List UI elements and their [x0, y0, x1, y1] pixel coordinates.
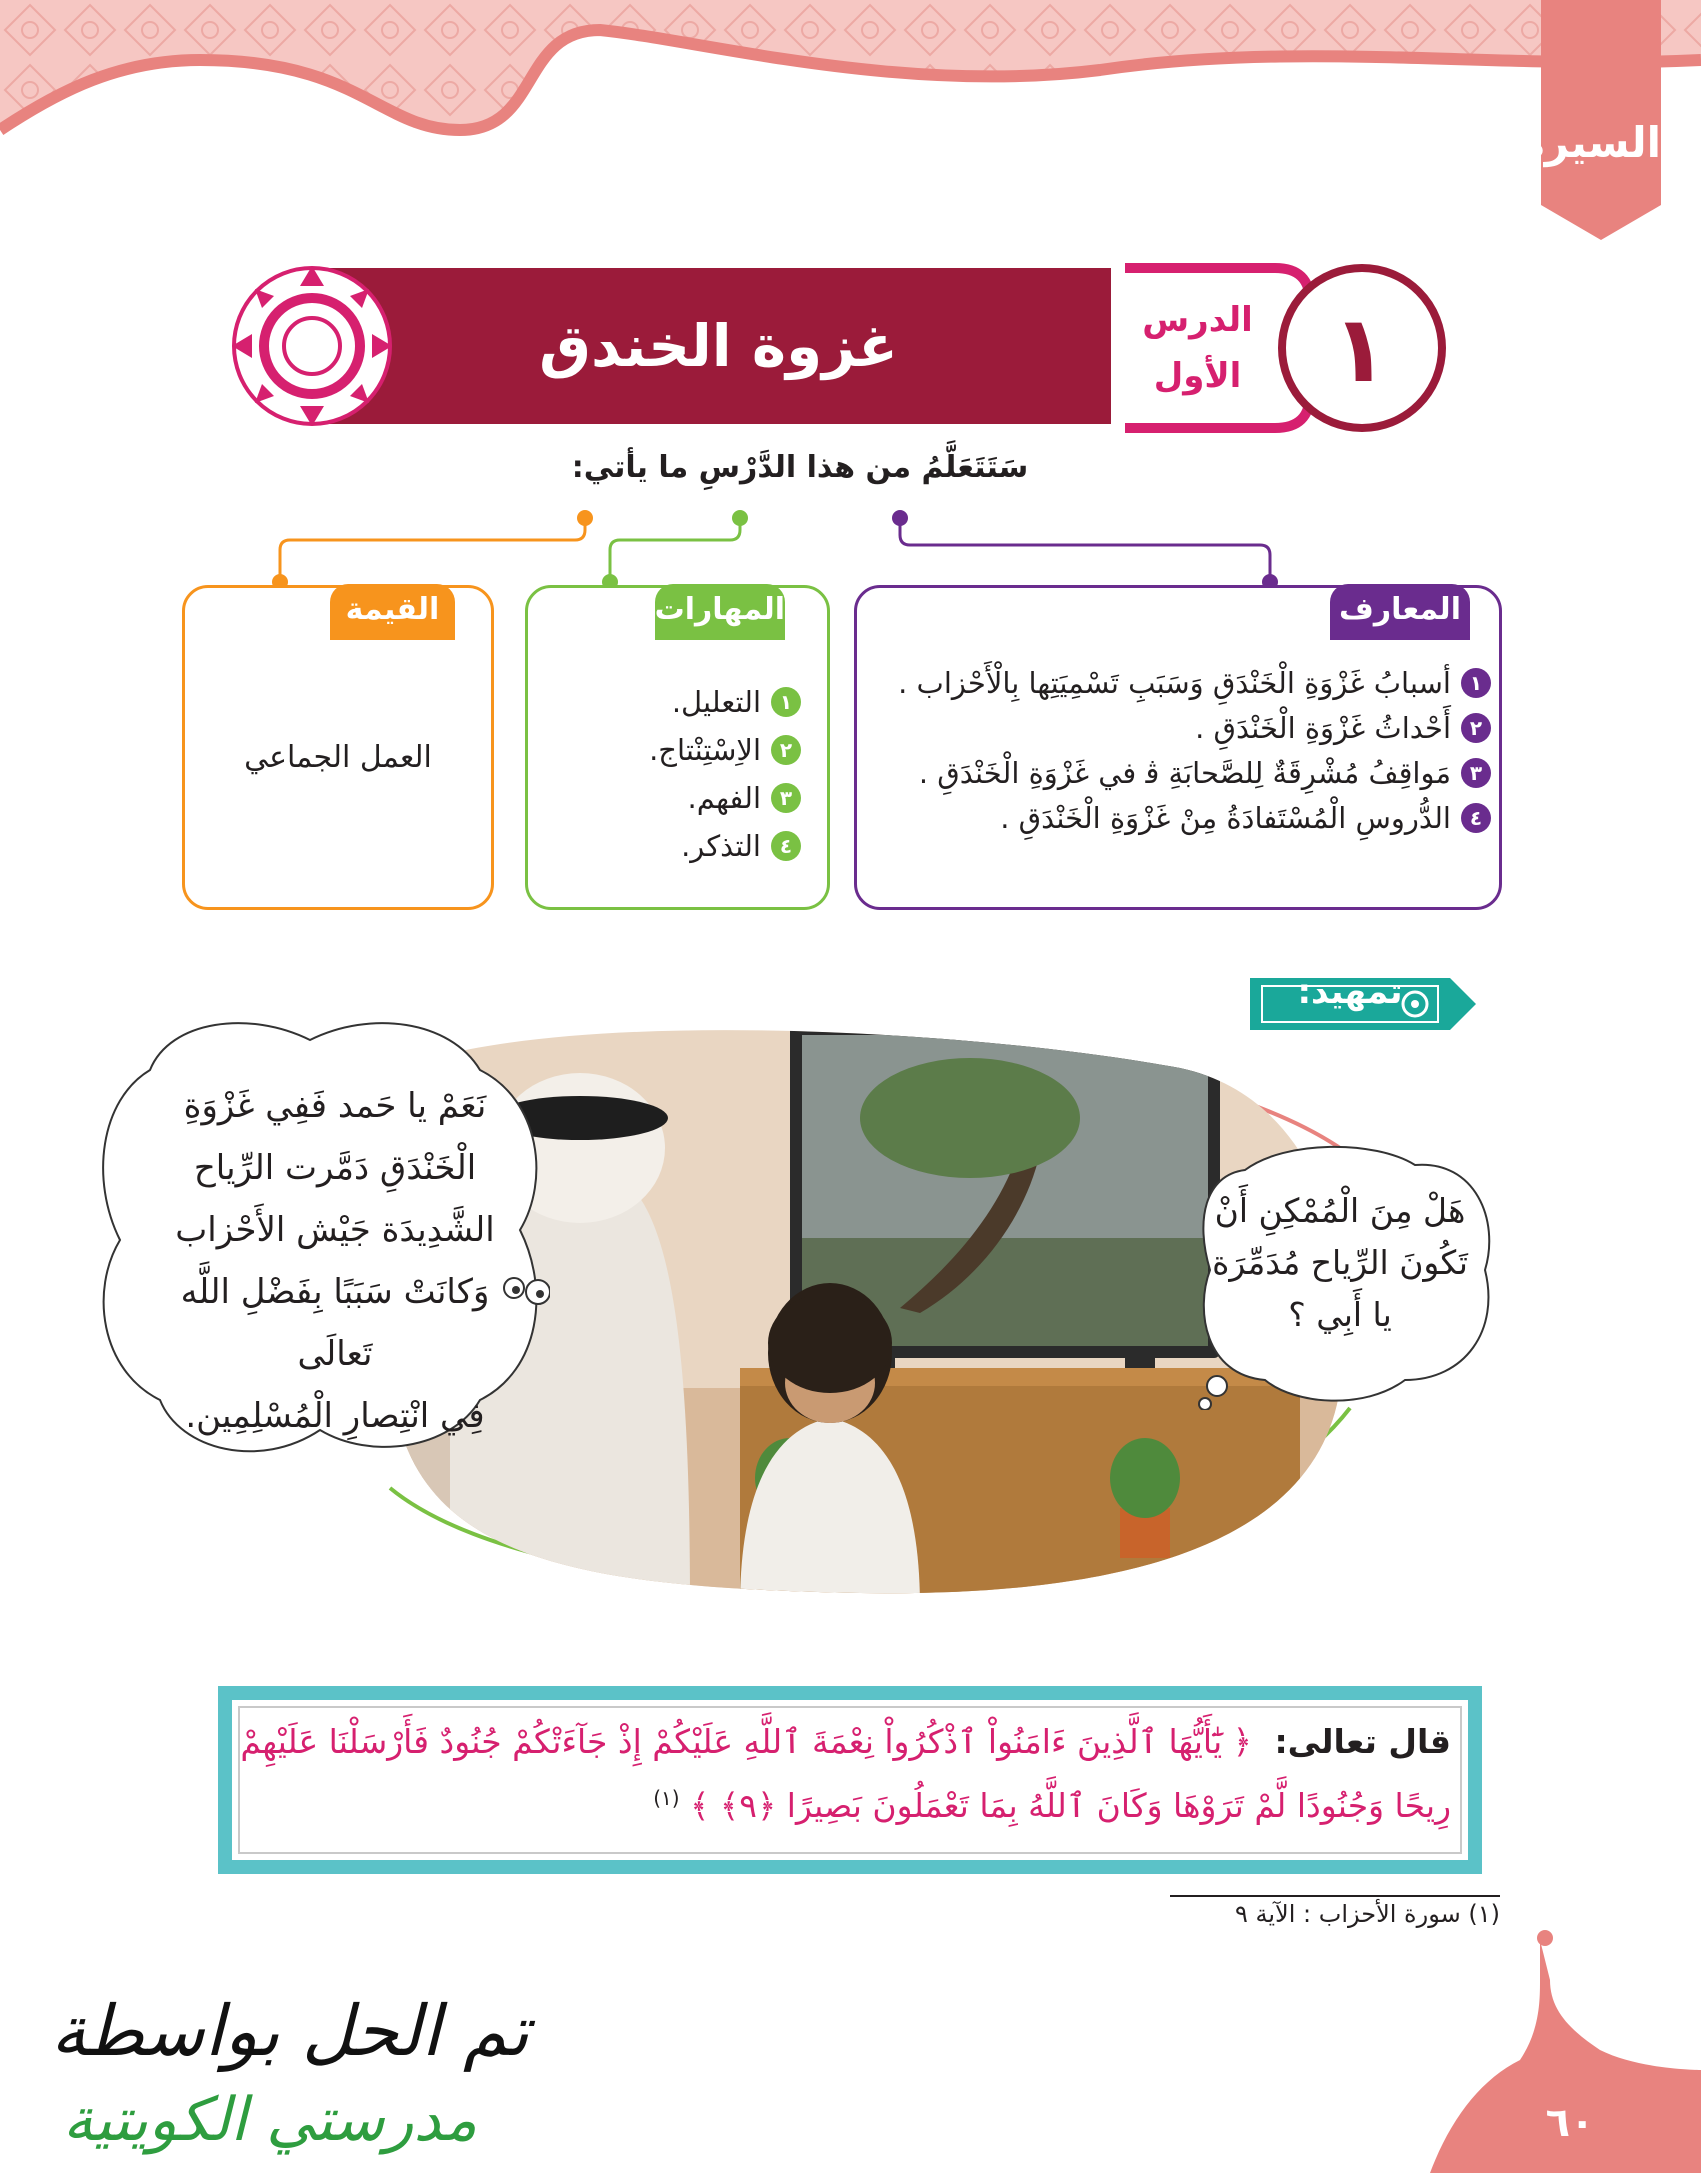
lesson-number: ١ — [1331, 296, 1389, 403]
verse-line-2 — [251, 1786, 1451, 1825]
objectives-intro: سَتَتَعَلَّمُ من هذا الدَّرْسِ ما يأتي: — [571, 450, 1029, 485]
lesson-label-line1: الدرس — [1142, 300, 1253, 340]
verse-text: ﴿ يَٰٓأَيُّهَا ٱلَّذِينَ ءَامَنُواْ ٱذْكُرُواْ نِعْمَةَ ٱللَّهِ عَلَيْكُمْ إِذْ جَآءَتْكُمْ جُنُودٌ فَأَرْسَلْنَا عَلَيْهِمْ — [240, 1722, 1252, 1761]
number-badge: ٤ — [771, 831, 801, 861]
son-speech — [1210, 1185, 1470, 1341]
knowledge-box-title: المعارف — [1330, 584, 1470, 640]
verse-lead: قال تعالى: — [1274, 1722, 1451, 1761]
speech-line: تَكُونَ الرِّياح مُدَمِّرَة — [1212, 1243, 1468, 1282]
page-number: ٦٠ — [1545, 2100, 1595, 2146]
skills-box-title: المهارات — [655, 584, 785, 640]
rosette-icon — [222, 262, 402, 430]
number-badge: ١ — [1461, 668, 1491, 698]
number-badge: ٤ — [1461, 803, 1491, 833]
list-item-text: الفهم. — [687, 781, 761, 815]
list-item — [541, 822, 801, 870]
speech-line: يا أَبِي ؟ — [1288, 1295, 1392, 1334]
verse-line-1 — [240, 1722, 1451, 1761]
value-box-title: القيمة — [330, 584, 455, 640]
list-item — [541, 726, 801, 774]
list-item-text: أسبابُ غَزْوَةِ الْخَنْدَقِ وَسَبَبِ تَسْمِيَتِها بِالْأَحْزاب . — [898, 665, 1451, 700]
knowledge-list — [871, 660, 1491, 840]
list-item — [541, 678, 801, 726]
number-badge: ١ — [771, 687, 801, 717]
list-item — [871, 795, 1491, 840]
lesson-label-line2: الأول — [1153, 356, 1242, 396]
list-item — [871, 750, 1491, 795]
list-item — [871, 660, 1491, 705]
footnote-text: (١) سورة الأحزاب : الآية ٩ — [1234, 1900, 1500, 1928]
header-ornament-band — [0, 0, 1701, 160]
list-item-text: أَحْداثُ غَزْوَةِ الْخَنْدَقِ . — [1195, 710, 1451, 745]
list-item-text: الدُّروسِ الْمُسْتَفادَةُ مِنْ غَزْوَةِ الْخَنْدَقِ . — [1000, 800, 1451, 835]
speech-line: الشَّدِيدَة جَيْش الأَحْزاب — [175, 1210, 495, 1250]
footnote-divider — [1170, 1895, 1500, 1897]
speech-line: الْخَنْدَقِ دَمَّرت الرِّياح — [193, 1148, 477, 1188]
section-label: السيرة — [1520, 118, 1661, 167]
speech-line: وَكانَتْ سَبَبًا بِفَضْلِ اللَّه تَعالَى — [180, 1272, 490, 1374]
father-speech — [140, 1075, 530, 1447]
list-item-text: التذكر. — [681, 829, 761, 863]
footnote-marker: (١) — [653, 1786, 680, 1810]
list-item-text: الاِسْتِنْتاج. — [649, 733, 761, 767]
list-item — [541, 774, 801, 822]
list-item-text: التعليل. — [671, 685, 761, 719]
speech-line: فِي انْتِصارِ الْمُسْلِمِين. — [185, 1396, 485, 1436]
number-badge: ٢ — [771, 735, 801, 765]
number-badge: ٢ — [1461, 713, 1491, 743]
solution-stamp-line1: تم الحل بواسطة — [50, 1990, 530, 2072]
number-badge: ٣ — [771, 783, 801, 813]
list-item-text: مَواقِفُ مُشْرِقَةٌ لِلصَّحابَةِ ﭬ في غَزْوَةِ الْخَنْدَقِ . — [918, 755, 1451, 790]
value-text: العمل الجماعي — [244, 740, 432, 775]
intro-label: تمهيد: — [1297, 972, 1403, 1012]
verse-text: رِيحًا وَجُنُودًا لَّمْ تَرَوْهَا وَكَانَ ٱللَّهُ بِمَا تَعْمَلُونَ بَصِيرًا ﴿٩﴾ ﴾ — [690, 1786, 1451, 1825]
speech-line: هَلْ مِنَ الْمُمْكِنِ أَنْ — [1214, 1191, 1466, 1230]
number-badge: ٣ — [1461, 758, 1491, 788]
speech-line: نَعَمْ يا حَمد فَفِي غَزْوَةِ — [183, 1086, 487, 1126]
solution-stamp-line2: مدرستي الكويتية — [62, 2085, 478, 2155]
list-item — [871, 705, 1491, 750]
lesson-title: غزوة الخندق — [539, 312, 898, 380]
skills-list — [541, 678, 801, 870]
